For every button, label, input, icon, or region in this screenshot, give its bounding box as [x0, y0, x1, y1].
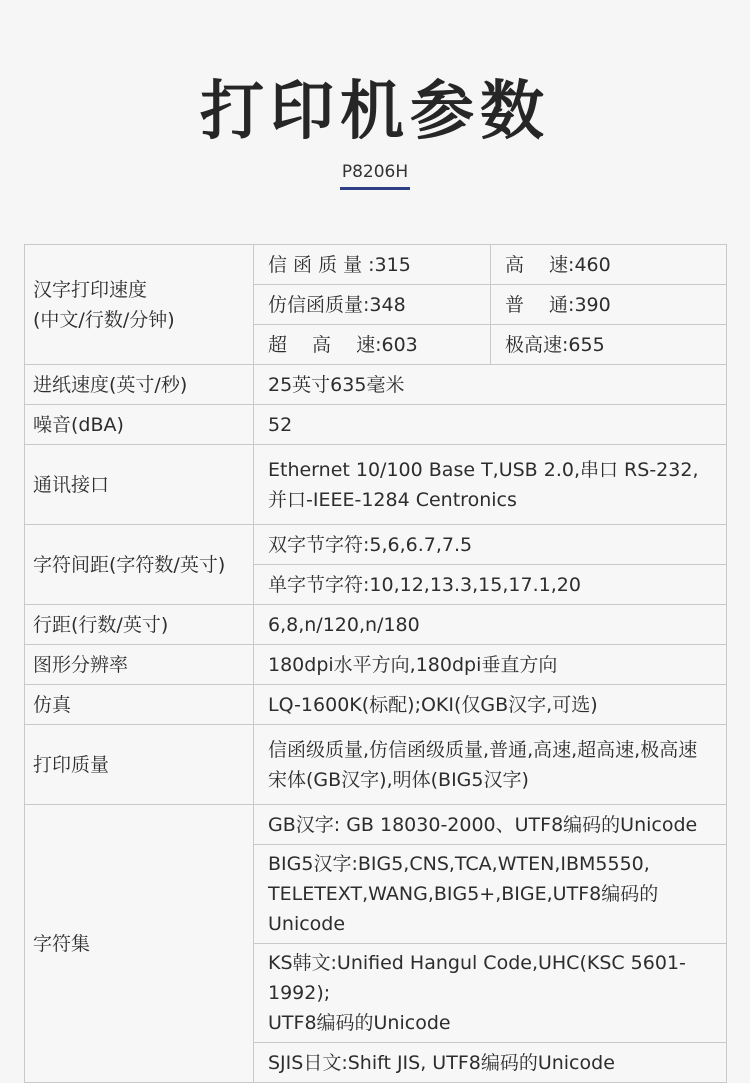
speed-high: 高 速:460	[491, 245, 727, 285]
page-title: 打印机参数	[200, 75, 550, 149]
charset-ks: KS韩文:Unified Hangul Code,UHC(KSC 5601-1992); UTF8编码的Unicode	[254, 944, 727, 1043]
print-quality-label: 打印质量	[25, 725, 254, 805]
charset-gb: GB汉字: GB 18030-2000、UTF8编码的Unicode	[254, 805, 727, 845]
noise-value: 52	[254, 405, 727, 445]
speed-ultra-high: 极高速:655	[491, 325, 727, 365]
model-label	[0, 160, 750, 190]
table-row-line-spacing	[25, 605, 727, 645]
table-row-resolution	[25, 645, 727, 685]
speed-super-high: 超 高 速:603	[254, 325, 491, 365]
speed-letter-quality: 信 函 质 量 :315	[254, 245, 491, 285]
table-row-interface	[25, 445, 727, 525]
interface-label: 通讯接口	[25, 445, 254, 525]
noise-label: 噪音(dBA)	[25, 405, 254, 445]
resolution-value: 180dpi水平方向,180dpi垂直方向	[254, 645, 727, 685]
line-spacing-label: 行距(行数/英寸)	[25, 605, 254, 645]
speed-label: 汉字打印速度 (中文/行数/分钟)	[25, 245, 254, 365]
line-spacing-value: 6,8,n/120,n/180	[254, 605, 727, 645]
table-row-charset-gb	[25, 805, 727, 845]
table-row-paper-feed	[25, 365, 727, 405]
emulation-label: 仿真	[25, 685, 254, 725]
char-pitch-double: 双字节字符:5,6,6.7,7.5	[254, 525, 727, 565]
table-row-speed-1	[25, 245, 727, 285]
speed-normal: 普 通:390	[491, 285, 727, 325]
paper-feed-value: 25英寸635毫米	[254, 365, 727, 405]
emulation-value: LQ-1600K(标配);OKI(仅GB汉字,可选)	[254, 685, 727, 725]
interface-value: Ethernet 10/100 Base T,USB 2.0,串口 RS-232, 并口-IEEE-1284 Centronics	[254, 445, 727, 525]
char-pitch-single: 单字节字符:10,12,13.3,15,17.1,20	[254, 565, 727, 605]
table-row-char-pitch-1	[25, 525, 727, 565]
charset-label: 字符集	[25, 805, 254, 1083]
model-name: P8206H	[340, 160, 410, 190]
print-quality-value: 信函级质量,仿信函级质量,普通,高速,超高速,极高速 宋体(GB汉字),明体(BIG5汉字)	[254, 725, 727, 805]
paper-feed-label: 进纸速度(英寸/秒)	[25, 365, 254, 405]
table-row-noise	[25, 405, 727, 445]
resolution-label: 图形分辨率	[25, 645, 254, 685]
table-row-print-quality	[25, 725, 727, 805]
char-pitch-label: 字符间距(字符数/英寸)	[25, 525, 254, 605]
table-row-emulation	[25, 685, 727, 725]
charset-big5: BIG5汉字:BIG5,CNS,TCA,WTEN,IBM5550, TELETEXT,WANG,BIG5+,BIGE,UTF8编码的Unicode	[254, 845, 727, 944]
speed-near-letter-quality: 仿信函质量:348	[254, 285, 491, 325]
spec-table	[24, 244, 727, 1083]
charset-sjis: SJIS日文:Shift JIS, UTF8编码的Unicode	[254, 1043, 727, 1083]
